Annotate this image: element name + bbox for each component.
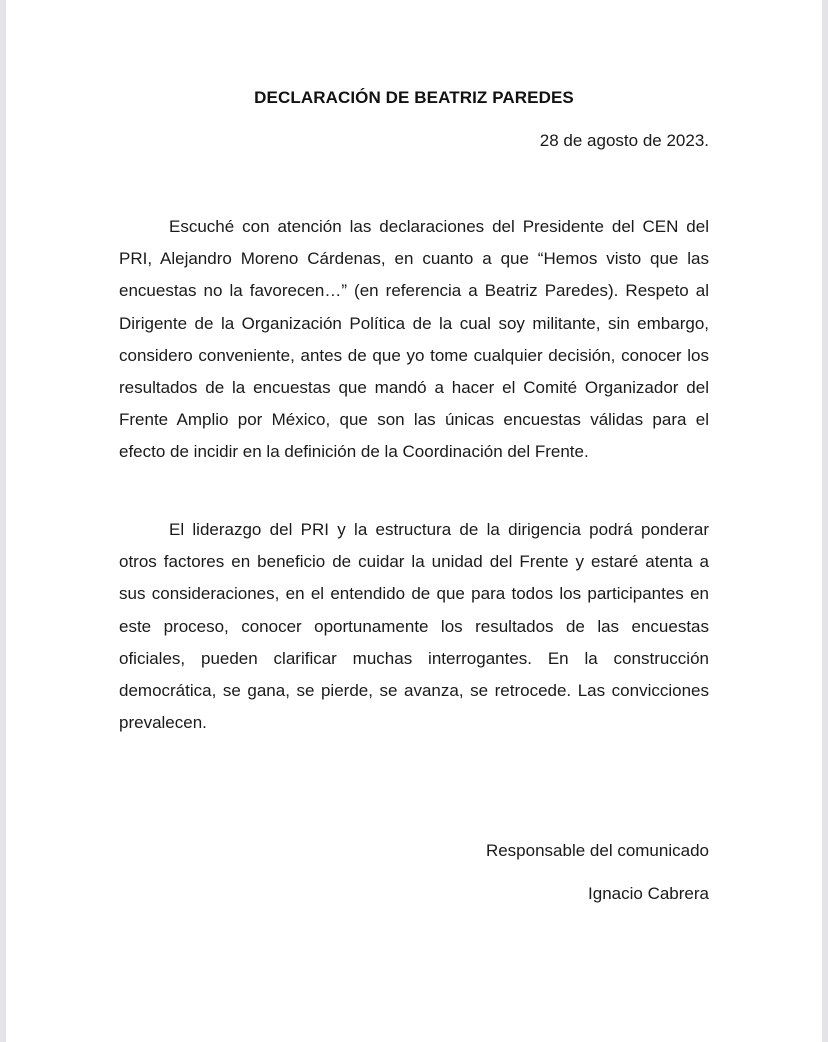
document-page bbox=[6, 0, 822, 1042]
document-title: DECLARACIÓN DE BEATRIZ PAREDES bbox=[254, 88, 574, 107]
signature-name: Ignacio Cabrera bbox=[588, 884, 709, 903]
document-date: 28 de agosto de 2023. bbox=[539, 131, 709, 150]
signature-role: Responsable del comunicado bbox=[485, 841, 709, 860]
paragraph: Escuché con atención las declaraciones del Presidente del CEN del PRI, Alejandro Moreno Cárdenas, en cuanto a que “Hemos visto que las encuestas no la favorecen…” (en referencia a Beatriz Paredes). Respeto al Dirigente de la Organización Política de la cual soy militante, sin embargo, considero conveniente, antes de que yo tome cualquier decisión, conocer los resultados de la encuestas que mandó a hacer el Comité Organizador del Frente Amplio por México, que son las únicas encuestas válidas para el efecto de incidir en la definición de la Coordinación del Frente. bbox=[119, 217, 709, 462]
paragraph: El liderazgo del PRI y la estructura de la dirigencia podrá ponderar otros factores en beneficio de cuidar la unidad del Frente y estaré atenta a sus consideraciones, en el entendido de que para todos los participantes en este proceso, conocer oportunamente los resultados de las encuestas oficiales, pueden clarificar muchas interrogantes. En la construcción democrática, se gana, se pierde, se avanza, se retrocede. Las convicciones prevalecen. bbox=[119, 520, 709, 733]
paragraph-1-container bbox=[119, 211, 709, 469]
paragraph-2-container bbox=[119, 514, 709, 739]
